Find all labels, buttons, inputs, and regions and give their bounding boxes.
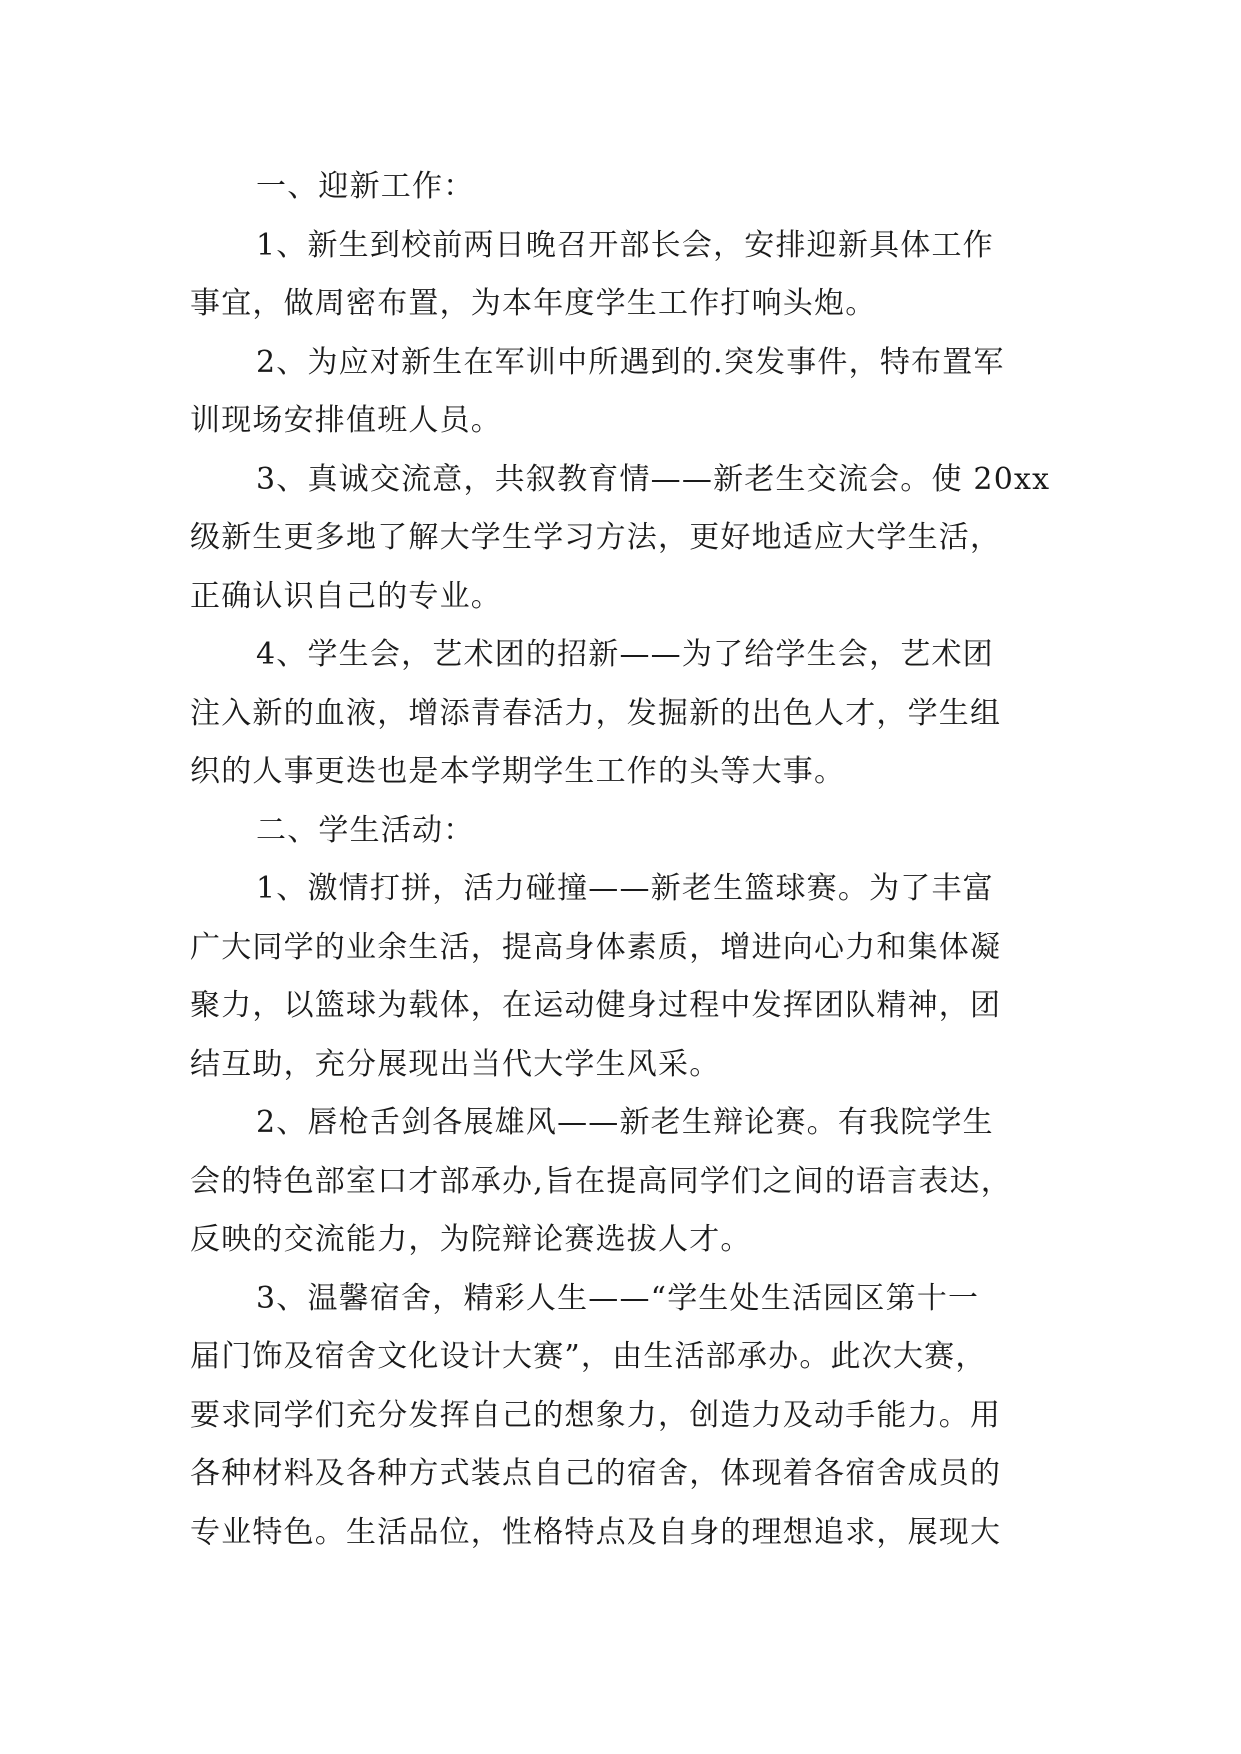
text-line: 事宜，做周密布置，为本年度学生工作打响头炮。 xyxy=(190,286,877,321)
text-line: 训现场安排值班人员。 xyxy=(190,403,502,438)
text-line: 级新生更多地了解大学生学习方法，更好地适应大学生活， xyxy=(190,520,1002,555)
text-line: 正确认识自己的专业。 xyxy=(190,578,502,614)
text-line: 4、学生会，艺术团的招新——为了给学生会，艺术团 xyxy=(256,637,994,672)
text-line: 反映的交流能力，为院辩论赛选拔人才。 xyxy=(190,1222,752,1257)
text-line: 2、唇枪舌剑各展雄风——新老生辩论赛。有我院学生 xyxy=(256,1105,994,1140)
section-heading-welcome xyxy=(190,158,1050,217)
text-line: 要求同学们充分发挥自己的想象力，创造力及动手能力。用 xyxy=(190,1397,1002,1433)
paragraph-item-2 xyxy=(190,334,1050,451)
text-line: 1、新生到校前两日晚召开部长会，安排迎新具体工作 xyxy=(256,227,994,263)
paragraph-activity-1 xyxy=(190,860,1050,1094)
text-line: 聚力，以篮球为载体，在运动健身过程中发挥团队精神，团 xyxy=(190,988,1002,1023)
text-line: 注入新的血液，增添青春活力，发掘新的出色人才，学生组 xyxy=(190,695,1002,731)
section-heading-activities xyxy=(190,802,1050,861)
paragraph-item-1 xyxy=(190,217,1050,334)
text-line: 3、温馨宿舍，精彩人生——“学生处生活园区第十一 xyxy=(256,1280,980,1316)
text-line: 专业特色。生活品位，性格特点及自身的理想追求，展现大 xyxy=(190,1514,1002,1550)
text-line: 广大同学的业余生活，提高身体素质，增进向心力和集体凝 xyxy=(190,929,1002,965)
text-line: 各种材料及各种方式装点自己的宿舍，体现着各宿舍成员的 xyxy=(190,1456,1002,1491)
paragraph-item-3 xyxy=(190,451,1050,627)
document-body xyxy=(190,158,1050,1562)
text-line: 二、学生活动： xyxy=(256,812,475,848)
text-line: 一、迎新工作： xyxy=(256,169,475,204)
text-line: 织的人事更迭也是本学期学生工作的头等大事。 xyxy=(190,754,846,789)
text-line: 2、为应对新生在军训中所遇到的.突发事件，特布置军 xyxy=(256,344,1005,380)
text-line: 会的特色部室口才部承办,旨在提高同学们之间的语言表达， xyxy=(190,1163,1012,1199)
text-line: 届门饰及宿舍文化设计大赛”，由生活部承办。此次大赛， xyxy=(190,1339,987,1374)
text-line: 1、激情打拼，活力碰撞——新老生篮球赛。为了丰富 xyxy=(256,871,994,906)
text-line: 结互助，充分展现出当代大学生风采。 xyxy=(190,1046,721,1082)
paragraph-activity-3 xyxy=(190,1270,1050,1563)
paragraph-activity-2 xyxy=(190,1094,1050,1270)
paragraph-item-4 xyxy=(190,626,1050,802)
text-line: 3、真诚交流意，共叙教育情——新老生交流会。使 20xx xyxy=(256,461,1051,497)
